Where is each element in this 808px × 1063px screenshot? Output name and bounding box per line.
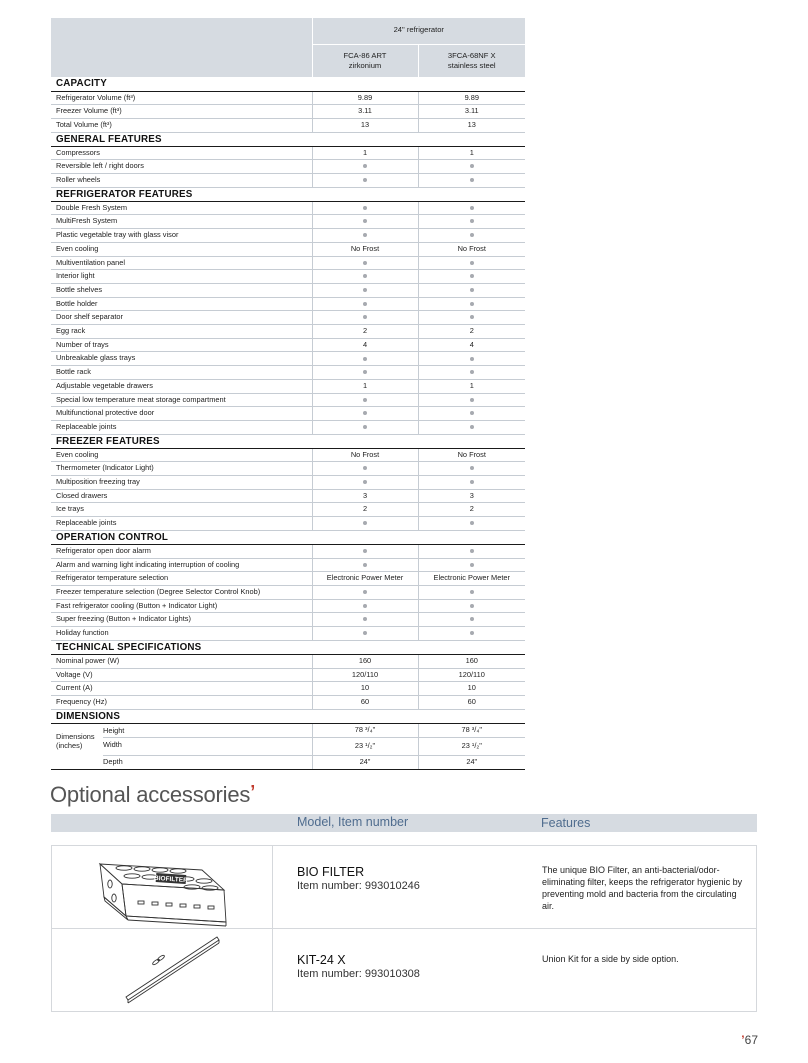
row-label: Double Fresh System xyxy=(51,201,312,215)
section-header xyxy=(51,709,525,723)
feature-dot-icon xyxy=(470,590,474,594)
table-row xyxy=(51,366,525,380)
table-row xyxy=(51,201,525,215)
model-header-1 xyxy=(312,44,418,77)
accessories-list xyxy=(51,845,757,1012)
column-header-model: Model, Item number xyxy=(297,815,409,829)
model-header-2 xyxy=(418,44,525,77)
value-model-1 xyxy=(312,256,418,270)
accessory-name: KIT-24 X xyxy=(297,953,346,967)
section-header xyxy=(51,530,525,544)
feature-dot-icon xyxy=(470,480,474,484)
table-row xyxy=(51,118,525,132)
table-row xyxy=(51,283,525,297)
value-model-2 xyxy=(418,407,525,421)
accessory-row xyxy=(52,846,756,929)
row-label: Refrigerator temperature selection xyxy=(51,572,312,586)
feature-dot-icon xyxy=(363,631,367,635)
feature-dot-icon xyxy=(470,261,474,265)
value-model-1: 120/110 xyxy=(312,668,418,682)
dimension-name: Height xyxy=(103,724,312,738)
feature-dot-icon xyxy=(363,302,367,306)
row-label: Unbreakable glass trays xyxy=(51,352,312,366)
feature-dot-icon xyxy=(363,178,367,182)
value-model-2: 2 xyxy=(418,503,525,517)
value-model-2: 4 xyxy=(418,338,525,352)
value-model-2 xyxy=(418,627,525,641)
dimension-name: Width xyxy=(103,738,312,756)
feature-dot-icon xyxy=(363,480,367,484)
value-model-1: 24" xyxy=(312,756,418,770)
table-row xyxy=(51,256,525,270)
table-row xyxy=(51,738,525,756)
value-model-1 xyxy=(312,586,418,600)
table-row xyxy=(51,756,525,770)
row-label: Multiventilation panel xyxy=(51,256,312,270)
section-header xyxy=(51,132,525,146)
row-label: Total Volume (ft³) xyxy=(51,118,312,132)
feature-dot-icon xyxy=(363,398,367,402)
feature-dot-icon xyxy=(363,521,367,525)
row-label: Plastic vegetable tray with glass visor xyxy=(51,229,312,243)
section-header xyxy=(51,434,525,448)
value-model-1: Electronic Power Meter xyxy=(312,572,418,586)
row-label: Closed drawers xyxy=(51,489,312,503)
accessory-description: The unique BIO Filter, an anti-bacterial/odor-eliminating filter, keeps the refrigerator hygienic by preventing mold and bacteria from the circulating air. xyxy=(542,865,743,911)
row-label: Holiday function xyxy=(51,627,312,641)
table-row xyxy=(51,393,525,407)
value-model-2 xyxy=(418,256,525,270)
row-label: Frequency (Hz) xyxy=(51,695,312,709)
model-finish: stainless steel xyxy=(447,60,496,70)
table-row xyxy=(51,146,525,160)
row-label: Roller wheels xyxy=(51,174,312,188)
table-row xyxy=(51,572,525,586)
value-model-1 xyxy=(312,558,418,572)
page-number xyxy=(741,1033,758,1047)
section-title: FREEZER FEATURES xyxy=(51,434,525,448)
value-model-1: No Frost xyxy=(312,242,418,256)
value-model-2 xyxy=(418,517,525,531)
row-label: Even cooling xyxy=(51,242,312,256)
table-row xyxy=(51,160,525,174)
feature-dot-icon xyxy=(470,617,474,621)
value-model-2: Electronic Power Meter xyxy=(418,572,525,586)
value-model-1 xyxy=(312,393,418,407)
value-model-2: 9.89 xyxy=(418,91,525,105)
accessory-item-number: Item number: 993010308 xyxy=(297,968,420,980)
value-model-2 xyxy=(418,366,525,380)
table-row xyxy=(51,476,525,490)
value-model-2 xyxy=(418,558,525,572)
feature-dot-icon xyxy=(470,604,474,608)
feature-dot-icon xyxy=(470,370,474,374)
value-model-1: 160 xyxy=(312,654,418,668)
dimension-name: Depth xyxy=(103,756,123,766)
value-model-2 xyxy=(418,393,525,407)
value-model-2: 60 xyxy=(418,695,525,709)
feature-dot-icon xyxy=(470,549,474,553)
feature-dot-icon xyxy=(470,357,474,361)
value-model-1 xyxy=(312,297,418,311)
feature-dot-icon xyxy=(470,398,474,402)
table-row xyxy=(51,668,525,682)
accessories-title xyxy=(50,782,255,808)
section-title: TECHNICAL SPECIFICATIONS xyxy=(51,640,525,654)
dimension-label-cell xyxy=(51,756,312,770)
value-model-2 xyxy=(418,544,525,558)
feature-dot-icon xyxy=(470,302,474,306)
value-model-2: 1 xyxy=(418,146,525,160)
table-row xyxy=(51,654,525,668)
feature-dot-icon xyxy=(363,261,367,265)
value-model-1: 78 ³/₄" xyxy=(312,723,418,738)
row-label: Fast refrigerator cooling (Button + Indicator Light) xyxy=(51,599,312,613)
section-header xyxy=(51,77,525,91)
row-label: Alarm and warning light indicating interruption of cooling xyxy=(51,558,312,572)
row-label: Special low temperature meat storage compartment xyxy=(51,393,312,407)
section-title: DIMENSIONS xyxy=(51,709,525,723)
table-header-row xyxy=(51,18,525,44)
value-model-2 xyxy=(418,229,525,243)
value-model-2 xyxy=(418,270,525,284)
dimension-label-wrap xyxy=(51,756,312,769)
row-label: Bottle holder xyxy=(51,297,312,311)
table-row xyxy=(51,489,525,503)
value-model-1 xyxy=(312,420,418,434)
page-number-text: 67 xyxy=(744,1033,758,1047)
row-label: Freezer Volume (ft³) xyxy=(51,105,312,119)
table-row xyxy=(51,215,525,229)
kit-24-image xyxy=(52,929,273,1012)
feature-dot-icon xyxy=(363,590,367,594)
row-label: Multifunctional protective door xyxy=(51,407,312,421)
feature-dot-icon xyxy=(470,274,474,278)
feature-dot-icon xyxy=(363,549,367,553)
row-label: Compressors xyxy=(51,146,312,160)
accessory-name: BIO FILTER xyxy=(297,865,365,879)
value-model-1 xyxy=(312,201,418,215)
feature-dot-icon xyxy=(470,466,474,470)
value-model-2 xyxy=(418,420,525,434)
dimension-label-cell xyxy=(51,731,312,756)
accessories-title-text: Optional accessories xyxy=(50,782,251,807)
value-model-2: 13 xyxy=(418,118,525,132)
row-label: Thermometer (Indicator Light) xyxy=(51,462,312,476)
feature-dot-icon xyxy=(363,563,367,567)
feature-dot-icon xyxy=(470,315,474,319)
dimension-group-label: Dimensions (inches) xyxy=(56,731,95,750)
row-label: Voltage (V) xyxy=(51,668,312,682)
row-label: Nominal power (W) xyxy=(51,654,312,668)
feature-dot-icon xyxy=(363,274,367,278)
section-title: OPERATION CONTROL xyxy=(51,530,525,544)
model-name: FCA-86 ART xyxy=(343,50,387,60)
union-kit-illustration xyxy=(52,929,273,1012)
value-model-2: 3.11 xyxy=(418,105,525,119)
value-model-2: 1 xyxy=(418,379,525,393)
brand-mark: ’ xyxy=(250,782,256,802)
table-row xyxy=(51,599,525,613)
value-model-2: 23 ¹/₂" xyxy=(418,738,525,756)
feature-dot-icon xyxy=(470,425,474,429)
value-model-1: 1 xyxy=(312,146,418,160)
feature-dot-icon xyxy=(363,466,367,470)
row-label: Even cooling xyxy=(51,448,312,462)
row-label: Current (A) xyxy=(51,682,312,696)
section-header xyxy=(51,640,525,654)
value-model-1 xyxy=(312,311,418,325)
feature-dot-icon xyxy=(363,411,367,415)
value-model-1 xyxy=(312,544,418,558)
row-label: Multiposition freezing tray xyxy=(51,476,312,490)
accessory-item-number: Item number: 993010246 xyxy=(297,880,420,892)
feature-dot-icon xyxy=(363,370,367,374)
spec-table xyxy=(51,18,525,770)
table-row xyxy=(51,338,525,352)
row-label: Refrigerator open door alarm xyxy=(51,544,312,558)
table-row xyxy=(51,242,525,256)
table-row xyxy=(51,379,525,393)
feature-dot-icon xyxy=(470,178,474,182)
row-label: Door shelf separator xyxy=(51,311,312,325)
value-model-1 xyxy=(312,366,418,380)
row-label: Number of trays xyxy=(51,338,312,352)
table-row xyxy=(51,229,525,243)
value-model-2: 10 xyxy=(418,682,525,696)
value-model-2 xyxy=(418,283,525,297)
value-model-1 xyxy=(312,627,418,641)
row-label: Bottle shelves xyxy=(51,283,312,297)
feature-dot-icon xyxy=(470,521,474,525)
value-model-2 xyxy=(418,476,525,490)
feature-dot-icon xyxy=(363,288,367,292)
row-label: MultiFresh System xyxy=(51,215,312,229)
row-label: Adjustable vegetable drawers xyxy=(51,379,312,393)
value-model-1: 2 xyxy=(312,325,418,339)
table-row xyxy=(51,503,525,517)
value-model-2 xyxy=(418,160,525,174)
table-row xyxy=(51,270,525,284)
value-model-2: 160 xyxy=(418,654,525,668)
table-row xyxy=(51,448,525,462)
value-model-1: 2 xyxy=(312,503,418,517)
row-label: Refrigerator Volume (ft³) xyxy=(51,91,312,105)
row-label: Freezer temperature selection (Degree Selector Control Knob) xyxy=(51,586,312,600)
feature-dot-icon xyxy=(470,288,474,292)
feature-dot-icon xyxy=(470,631,474,635)
value-model-1: 3 xyxy=(312,489,418,503)
bio-filter-logo: BIOFILTER xyxy=(153,874,189,885)
row-label: Reversible left / right doors xyxy=(51,160,312,174)
value-model-1: 23 ¹/₂" xyxy=(312,738,418,756)
row-label: Interior light xyxy=(51,270,312,284)
value-model-1: No Frost xyxy=(312,448,418,462)
column-header-features: Features xyxy=(541,816,591,830)
model-name: 3FCA-68NF X xyxy=(447,50,496,60)
value-model-2: 3 xyxy=(418,489,525,503)
feature-dot-icon xyxy=(470,164,474,168)
feature-dot-icon xyxy=(363,315,367,319)
table-row xyxy=(51,105,525,119)
value-model-1: 1 xyxy=(312,379,418,393)
value-model-2 xyxy=(418,201,525,215)
section-title: CAPACITY xyxy=(51,77,525,91)
bio-filter-illustration xyxy=(52,846,273,929)
value-model-1 xyxy=(312,174,418,188)
value-model-2: 120/110 xyxy=(418,668,525,682)
feature-dot-icon xyxy=(363,617,367,621)
value-model-1: 10 xyxy=(312,682,418,696)
table-row xyxy=(51,586,525,600)
feature-dot-icon xyxy=(363,357,367,361)
value-model-2 xyxy=(418,599,525,613)
value-model-1 xyxy=(312,407,418,421)
table-row xyxy=(51,352,525,366)
value-model-2 xyxy=(418,311,525,325)
value-model-1 xyxy=(312,229,418,243)
row-label: Replaceable joints xyxy=(51,517,312,531)
value-model-2 xyxy=(418,352,525,366)
value-model-2 xyxy=(418,613,525,627)
value-model-1 xyxy=(312,476,418,490)
value-model-2 xyxy=(418,215,525,229)
table-row xyxy=(51,517,525,531)
feature-dot-icon xyxy=(363,164,367,168)
value-model-2 xyxy=(418,462,525,476)
table-row xyxy=(51,174,525,188)
table-row xyxy=(51,723,525,738)
feature-dot-icon xyxy=(470,219,474,223)
accessories-header xyxy=(51,814,757,832)
table-row xyxy=(51,613,525,627)
table-row xyxy=(51,462,525,476)
model-finish: zirkonium xyxy=(348,60,382,70)
feature-dot-icon xyxy=(470,233,474,237)
table-row xyxy=(51,420,525,434)
feature-dot-icon xyxy=(363,425,367,429)
table-row xyxy=(51,311,525,325)
table-row xyxy=(51,297,525,311)
table-row xyxy=(51,695,525,709)
value-model-2 xyxy=(418,174,525,188)
value-model-2: 2 xyxy=(418,325,525,339)
model-header-row xyxy=(51,44,525,77)
page-mark: ’ xyxy=(741,1033,745,1047)
table-row xyxy=(51,407,525,421)
value-model-1 xyxy=(312,270,418,284)
value-model-1: 60 xyxy=(312,695,418,709)
table-row xyxy=(51,627,525,641)
value-model-1: 4 xyxy=(312,338,418,352)
accessory-description: Union Kit for a side by side option. xyxy=(542,954,679,964)
table-row xyxy=(51,682,525,696)
refrigerator-group-header: 24" refrigerator xyxy=(312,18,525,44)
section-title: GENERAL FEATURES xyxy=(51,132,525,146)
value-model-2: No Frost xyxy=(418,242,525,256)
feature-dot-icon xyxy=(470,563,474,567)
feature-dot-icon xyxy=(363,233,367,237)
value-model-1: 9.89 xyxy=(312,91,418,105)
accessory-row xyxy=(52,929,756,1012)
feature-dot-icon xyxy=(363,604,367,608)
row-label: Replaceable joints xyxy=(51,420,312,434)
value-model-1 xyxy=(312,215,418,229)
feature-dot-icon xyxy=(363,219,367,223)
section-title: REFRIGERATOR FEATURES xyxy=(51,187,525,201)
value-model-1: 13 xyxy=(312,118,418,132)
value-model-1 xyxy=(312,160,418,174)
value-model-1 xyxy=(312,613,418,627)
row-label: Super freezing (Button + Indicator Lights) xyxy=(51,613,312,627)
value-model-1 xyxy=(312,599,418,613)
row-label: Ice trays xyxy=(51,503,312,517)
value-model-1 xyxy=(312,352,418,366)
bio-filter-image xyxy=(52,846,273,928)
row-label: Bottle rack xyxy=(51,366,312,380)
value-model-2 xyxy=(418,297,525,311)
value-model-2: 24" xyxy=(418,756,525,770)
feature-dot-icon xyxy=(470,411,474,415)
table-row xyxy=(51,558,525,572)
value-model-1 xyxy=(312,283,418,297)
value-model-1 xyxy=(312,462,418,476)
value-model-1: 3.11 xyxy=(312,105,418,119)
value-model-2: No Frost xyxy=(418,448,525,462)
value-model-2 xyxy=(418,586,525,600)
dimension-label-wrap xyxy=(51,731,312,756)
value-model-1 xyxy=(312,517,418,531)
section-header xyxy=(51,187,525,201)
row-label: Egg rack xyxy=(51,325,312,339)
feature-dot-icon xyxy=(470,206,474,210)
table-row xyxy=(51,544,525,558)
table-row xyxy=(51,325,525,339)
feature-dot-icon xyxy=(363,206,367,210)
table-row xyxy=(51,91,525,105)
value-model-2: 78 ³/₄" xyxy=(418,723,525,738)
